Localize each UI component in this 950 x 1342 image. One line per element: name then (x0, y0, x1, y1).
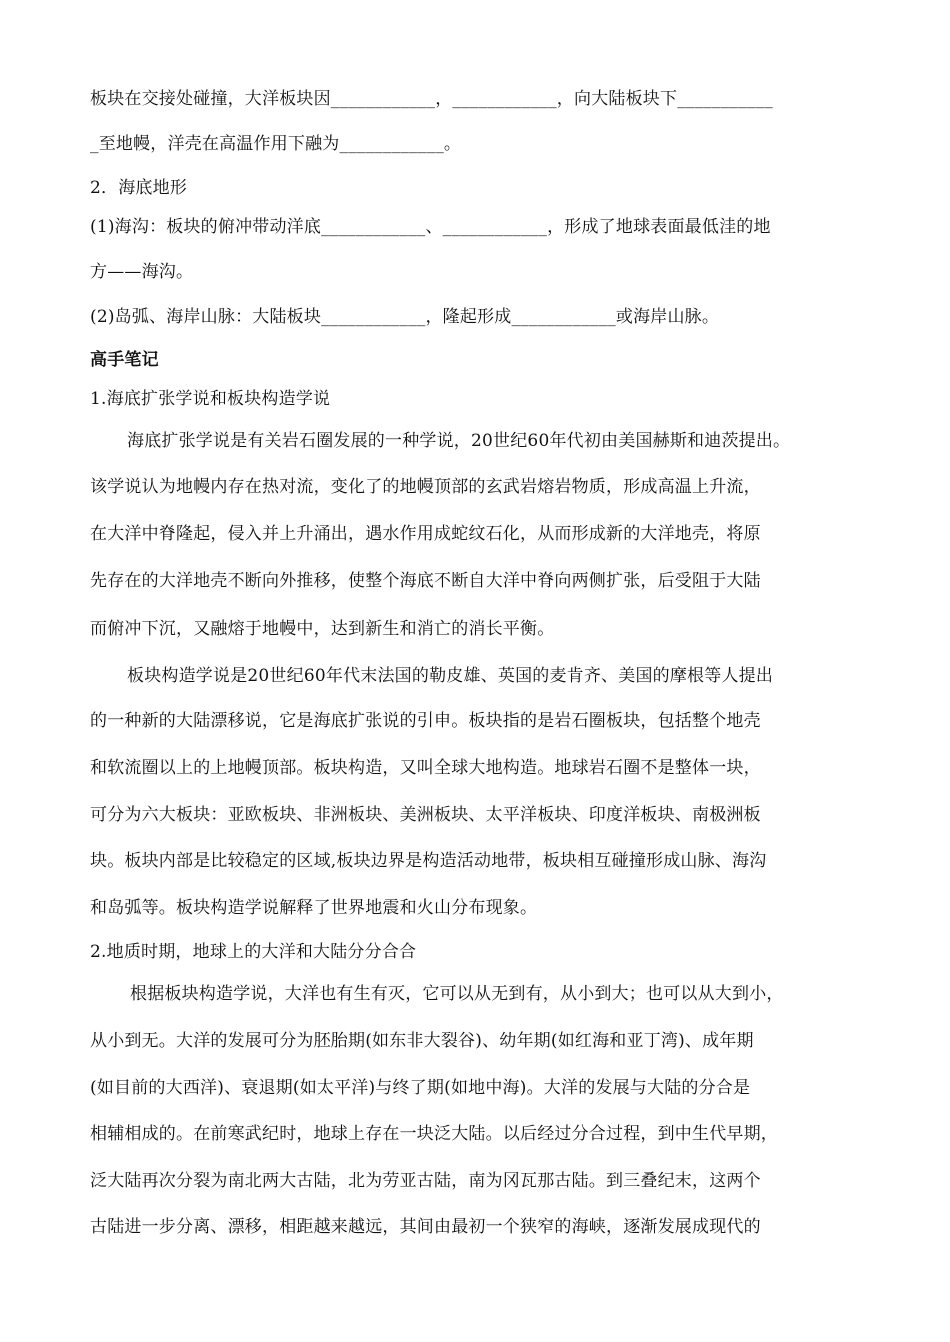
text-line: 板块在交接处碰撞，大洋板块因____________，____________，向大陆板块下___________ (90, 89, 773, 109)
text-line: 先存在的大洋地壳不断向外推移，使整个海底不断自大洋中脊向两侧扩张，后受阻于大陆 (90, 571, 761, 591)
paragraph-first-line: 根据板块构造学说，大洋也有生有灭，它可以从无到有，从小到大；也可以从大到小， (130, 984, 784, 1004)
text-line: 该学说认为地幔内存在热对流，变化了的地幔顶部的玄武岩熔岩物质，形成高温上升流， (90, 477, 761, 497)
text-line: 方——海沟。 (90, 262, 194, 282)
text-line: (1)海沟：板块的俯冲带动洋底____________、____________，形成了地球表面最低洼的地 (90, 217, 771, 237)
text-line: 和软流圈以上的上地幔顶部。板块构造，又叫全球大地构造。地球岩石圈不是整体一块， (90, 758, 761, 778)
section-heading: 2．海底地形 (90, 178, 188, 198)
text-line: (2)岛弧、海岸山脉：大陆板块____________，隆起形成____________或海岸山脉。 (90, 307, 720, 327)
section-heading: 1.海底扩张学说和板块构造学说 (90, 389, 331, 409)
text-line: 从小到无。大洋的发展可分为胚胎期(如东非大裂谷)、幼年期(如红海和亚丁湾)、成年期 (90, 1031, 754, 1051)
text-line: 而俯冲下沉，又融熔于地幔中，达到新生和消亡的消长平衡。 (90, 619, 555, 639)
text-line: 古陆进一步分离、漂移，相距越来越远，其间由最初一个狭窄的海峡，逐渐发展成现代的 (90, 1217, 761, 1237)
section-heading: 2.地质时期，地球上的大洋和大陆分分合合 (90, 942, 417, 962)
notes-heading: 高手笔记 (90, 350, 159, 370)
text-line: _至地幔，洋壳在高温作用下融为____________。 (90, 134, 462, 154)
text-line: 的一种新的大陆漂移说，它是海底扩张说的引申。板块指的是岩石圈板块，包括整个地壳 (90, 711, 761, 731)
paragraph-first-line: 海底扩张学说是有关岩石圈发展的一种学说，20世纪60年代初由美国赫斯和迪茨提出。 (127, 431, 791, 451)
text-line: 块。板块内部是比较稳定的区域,板块边界是构造活动地带，板块相互碰撞形成山脉、海沟 (90, 851, 767, 871)
text-line: 和岛弧等。板块构造学说解释了世界地震和火山分布现象。 (90, 898, 538, 918)
text-line: 在大洋中脊隆起，侵入并上升涌出，遇水作用成蛇纹石化，从而形成新的大洋地壳，将原 (90, 524, 761, 544)
text-line: 可分为六大板块：亚欧板块、非洲板块、美洲板块、太平洋板块、印度洋板块、南极洲板 (90, 805, 761, 825)
paragraph-first-line: 板块构造学说是20世纪60年代末法国的勒皮雄、英国的麦肯齐、美国的摩根等人提出 (127, 666, 774, 686)
text-line: (如目前的大西洋)、衰退期(如太平洋)与终了期(如地中海)。大洋的发展与大陆的分合是 (90, 1078, 751, 1098)
text-line: 泛大陆再次分裂为南北两大古陆，北为劳亚古陆，南为冈瓦那古陆。到三叠纪末，这两个 (90, 1171, 761, 1191)
text-line: 相辅相成的。在前寒武纪时，地球上存在一块泛大陆。以后经过分合过程，到中生代早期， (90, 1124, 778, 1144)
